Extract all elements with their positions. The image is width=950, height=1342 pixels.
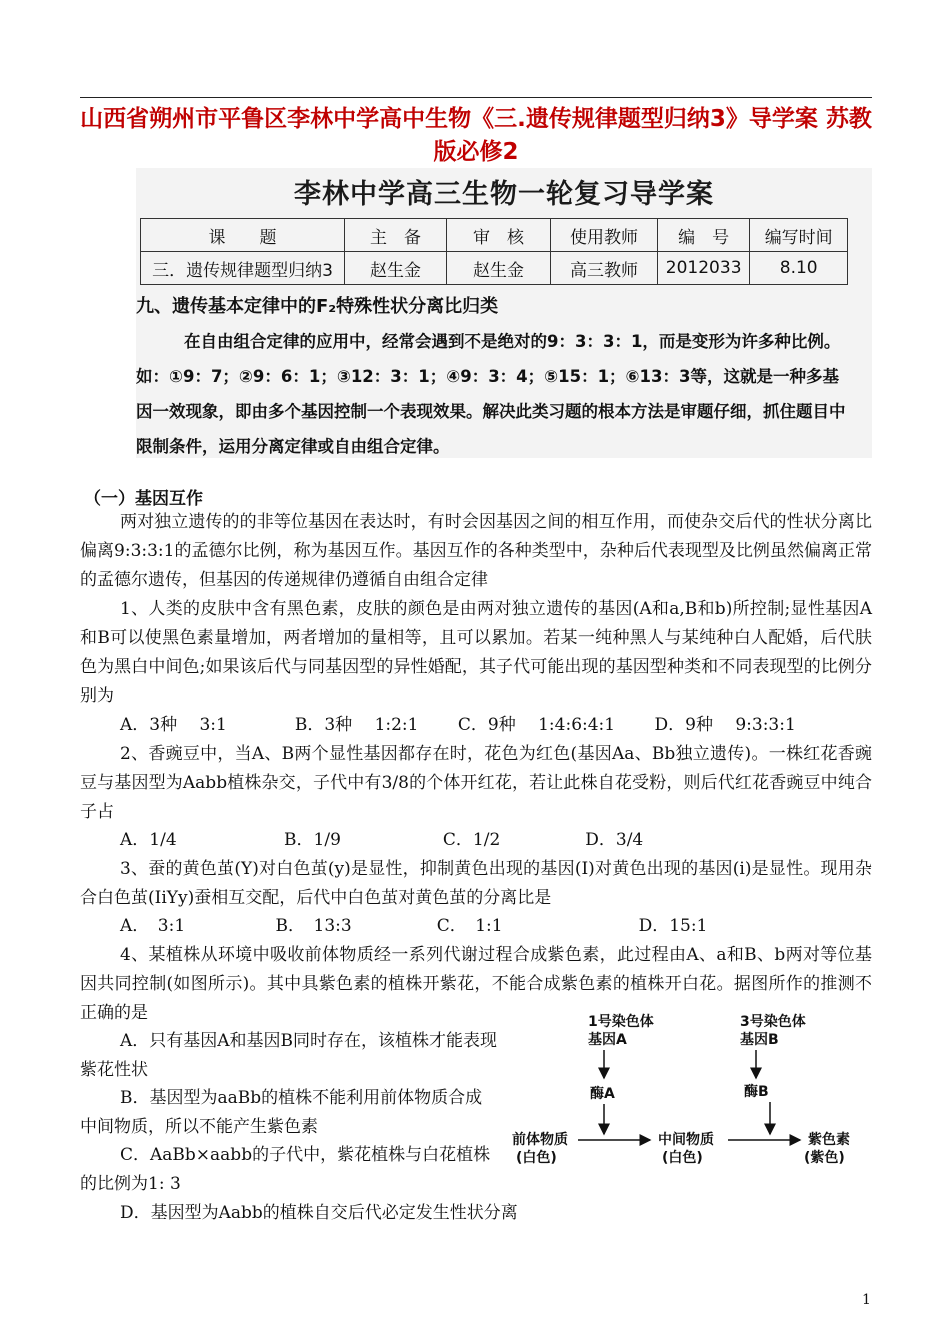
page-number: 1	[862, 1292, 871, 1308]
scan-title: 李林中学高三生物一轮复习导学案	[294, 179, 714, 210]
question-3-stem: 3、蚕的黄色茧(Y)对白色茧(y)是显性，抑制黄色出现的基因(I)对黄色出现的基因(i)是显性。现用杂合白色茧(IiYy)蚕相互交配，后代中白色茧对黄色茧的分离比是	[80, 859, 872, 908]
enzyme-b-label: 酶B	[744, 1084, 769, 1100]
table-cell: 赵生金	[447, 252, 551, 285]
table-cell: 高三教师	[551, 252, 658, 285]
metabolic-pathway-diagram	[508, 1010, 878, 1180]
question-2-stem: 2、香豌豆中，当A、B两个显性基因都存在时，花色为红色(基因Aa、Bb独立遗传)。一株红花香豌豆与基因型为Aabb植株杂交，子代中有3/8的个体开红花，若让此株自花受粉，则后代红花香豌豆中纯合子占	[80, 744, 872, 822]
question-3-options: A． 3:1 B． 13:3 C． 1:1 D．15:1	[120, 916, 708, 936]
table-header-row	[141, 219, 848, 252]
pathway-svg	[508, 1010, 878, 1180]
table-header-cell: 使用教师	[551, 219, 658, 252]
question-4-option-c: C．AaBb×aabb的子代中，紫花植株与白花植株的比例为1: 3	[80, 1145, 491, 1194]
question-4-option-a: A．只有基因A和基因B同时存在，该植株才能表现紫花性状	[80, 1031, 498, 1080]
table-cell: 赵生金	[345, 252, 447, 285]
question-1-stem: 1、人类的皮肤中含有黑色素，皮肤的颜色是由两对独立遗传的基因(A和a,B和b)所控制;显性基因A和B可以使黑色素量增加，两者增加的量相等，且可以累加。若某一纯种黑人与某纯种白人配婚，后代肤色为黑白中间色;如果该后代与同基因型的异性婚配，其子代可能出现的基因型种类和不同表现型的比例分别为	[80, 599, 872, 706]
intro-paragraph: 两对独立遗传的的非等位基因在表达时，有时会因基因之间的相互作用，而使杂交后代的性状分离比偏离9:3:3:1的孟德尔比例，称为基因互作。基因互作的各种类型中，杂种后代表现型及比例虽然偏离正常的孟德尔遗传，但基因的传递规律仍遵循自由组合定律	[80, 512, 872, 590]
scan-paragraph: 在自由组合定律的应用中，经常会遇到不是绝对的9：3：3：1，而是变形为许多种比例。如：①9：7；②9：6：1；③12：3：1；④9：3：4；⑤15：1；⑥13：3等，这就是一种多基因一效现象，即由多个基因控制一个表现效果。解决此类习题的根本方法是审题仔细，抓住题目中限制条件，运用分离定律或自由组合定律。	[136, 332, 846, 456]
intermediate-color-label: (白色)	[662, 1150, 703, 1166]
question-4-option-b: B．基因型为aaBb的植株不能利用前体物质合成中间物质，所以不能产生紫色素	[80, 1088, 483, 1137]
chromosome-1-label: 1号染色体	[588, 1014, 654, 1030]
precursor-label: 前体物质	[512, 1132, 568, 1148]
scan-heading: 九、遗传基本定律中的F₂特殊性状分离比归类	[136, 296, 499, 317]
gene-a-label: 基因A	[588, 1032, 627, 1048]
table-cell: 2012033	[657, 252, 749, 285]
table-cell: 8.10	[750, 252, 848, 285]
pigment-label: 紫色素	[808, 1132, 850, 1148]
document-title: 山西省朔州市平鲁区李林中学高中生物《三.遗传规律题型归纳3》导学案 苏教版必修2	[80, 106, 872, 165]
pigment-color-label: (紫色)	[804, 1150, 845, 1166]
question-4-stem: 4、某植株从环境中吸收前体物质经一系列代谢过程合成紫色素，此过程由A、a和B、b两对等位基因共同控制(如图所示)。其中具紫色素的植株开紫花，不能合成紫色素的植株开白花。据图所作的推测不正确的是	[80, 945, 872, 1023]
question-4-option-d: D．基因型为Aabb的植株自交后代必定发生性状分离	[120, 1203, 518, 1223]
course-info-table	[140, 218, 848, 285]
header-rule	[80, 97, 872, 98]
section-title: （一）基因互作	[84, 489, 203, 509]
intermediate-label: 中间物质	[658, 1132, 714, 1148]
table-header-cell: 审 核	[447, 219, 551, 252]
table-cell: 三．遗传规律题型归纳3	[141, 252, 345, 285]
scanned-header-image	[136, 168, 872, 458]
enzyme-a-label: 酶A	[590, 1086, 615, 1102]
precursor-color-label: (白色)	[516, 1150, 557, 1166]
table-header-cell: 编写时间	[750, 219, 848, 252]
table-header-cell: 课 题	[141, 219, 345, 252]
question-2-options: A．1/4 B．1/9 C．1/2 D．3/4	[120, 830, 644, 850]
table-row	[141, 252, 848, 285]
question-1-options: A．3种 3:1 B．3种 1:2:1 C．9种 1:4:6:4:1 D．9种 9:3:3:1	[120, 715, 796, 735]
table-header-cell: 主 备	[345, 219, 447, 252]
chromosome-3-label: 3号染色体	[740, 1014, 806, 1030]
table-header-cell: 编 号	[657, 219, 749, 252]
gene-b-label: 基因B	[740, 1032, 779, 1048]
